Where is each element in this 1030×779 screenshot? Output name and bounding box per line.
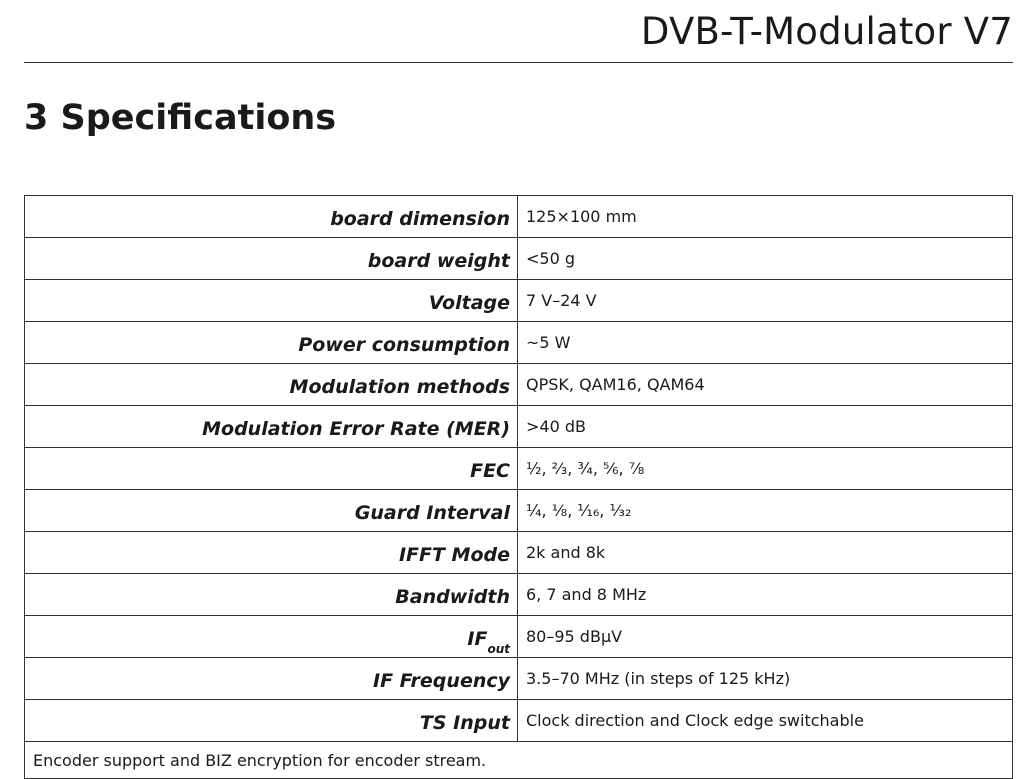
spec-row-if-frequency [25,658,1013,700]
spec-row-power-consumption [25,322,1013,364]
spec-label: Voltage [25,280,518,322]
spec-row-modulation-methods [25,364,1013,406]
spec-label: board dimension [25,196,518,238]
spec-value: 125×100 mm [518,196,1013,238]
spec-value: >40 dB [518,406,1013,448]
spec-label-subscript: out [487,641,510,656]
spec-label: TS Input [25,700,518,742]
spec-value: 6, 7 and 8 MHz [518,574,1013,616]
section-heading: 3 Specifications [24,98,337,138]
spec-row-board-dimension [25,196,1013,238]
specifications-table [24,195,1013,779]
spec-label: board weight [25,238,518,280]
spec-value: 2k and 8k [518,532,1013,574]
spec-row-note [25,742,1013,779]
spec-label-main: IF [467,627,488,650]
spec-label: Guard Interval [25,490,518,532]
spec-label: Power consumption [25,322,518,364]
spec-value: ¼, ⅛, ¹⁄₁₆, ¹⁄₃₂ [518,490,1013,532]
spec-value: Clock direction and Clock edge switchable [518,700,1013,742]
spec-label: IFFT Mode [25,532,518,574]
spec-label: Modulation Error Rate (MER) [25,406,518,448]
spec-label: FEC [25,448,518,490]
spec-value: 3.5–70 MHz (in steps of 125 kHz) [518,658,1013,700]
spec-row-ts-input [25,700,1013,742]
spec-label: Bandwidth [25,574,518,616]
spec-row-ifft-mode [25,532,1013,574]
spec-note: Encoder support and BIZ encryption for encoder stream. [25,742,1013,779]
spec-row-mer [25,406,1013,448]
spec-value: <50 g [518,238,1013,280]
spec-value: 7 V–24 V [518,280,1013,322]
spec-row-guard-interval [25,490,1013,532]
spec-value: 80–95 dBµV [518,616,1013,658]
spec-label: IF Frequency [25,658,518,700]
document-title: DVB-T-Modulator V7 [640,10,1013,53]
spec-label: Modulation methods [25,364,518,406]
spec-label-if-out [25,616,518,658]
spec-value: QPSK, QAM16, QAM64 [518,364,1013,406]
spec-row-if-out [25,616,1013,658]
spec-row-board-weight [25,238,1013,280]
spec-value: ½, ⅔, ¾, ⅚, ⅞ [518,448,1013,490]
document-header [24,0,1013,63]
spec-value: ~5 W [518,322,1013,364]
spec-row-voltage [25,280,1013,322]
spec-row-bandwidth [25,574,1013,616]
spec-row-fec [25,448,1013,490]
